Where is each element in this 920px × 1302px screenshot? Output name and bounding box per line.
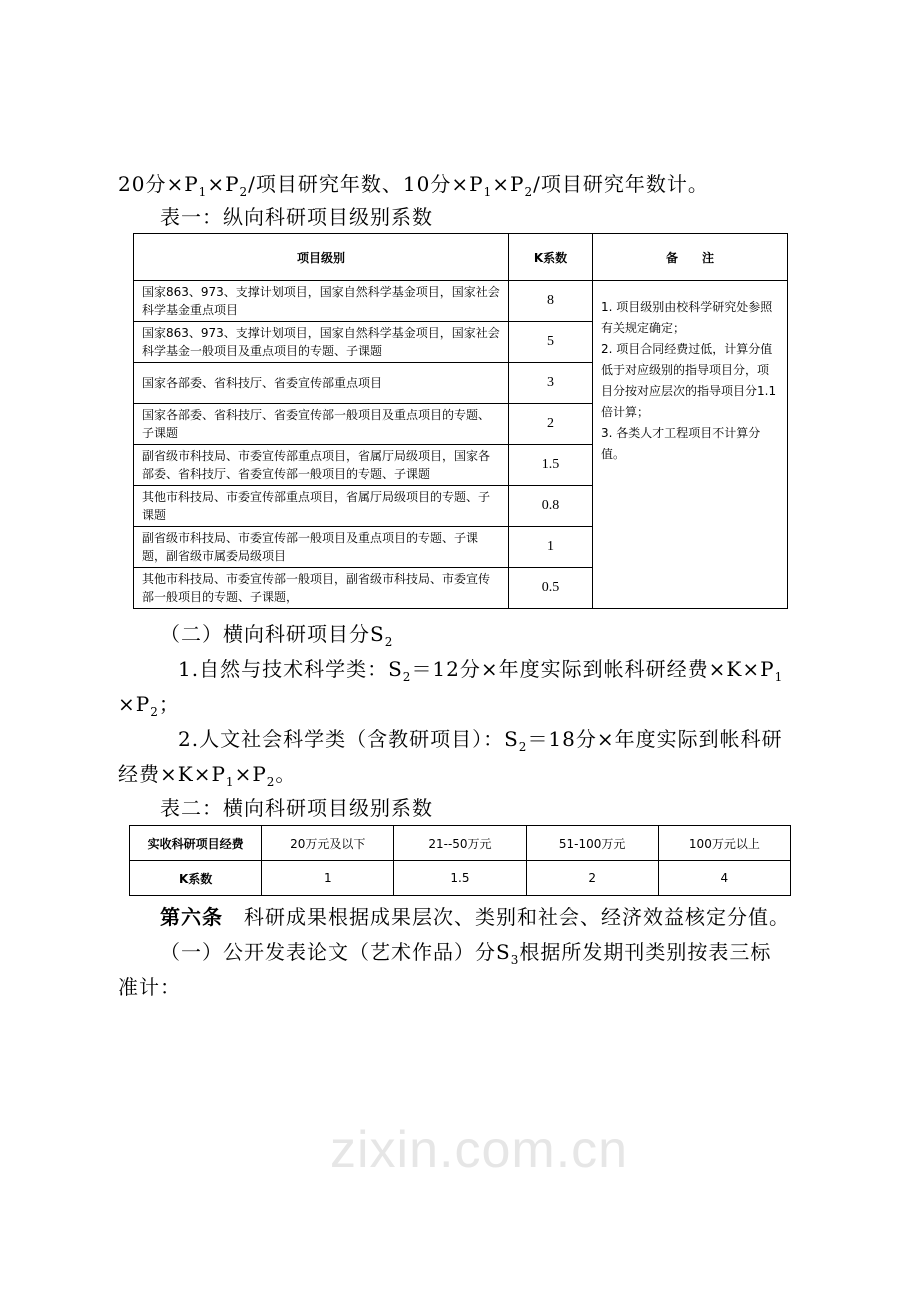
article6: 第六条 科研成果根据成果层次、类别和社会、经济效益核定分值。: [160, 905, 790, 929]
k-cell: 1: [509, 527, 593, 568]
table-vertical-project-coefficients: [133, 233, 788, 609]
k-cell: 1: [262, 861, 394, 896]
range-cell: 51-100万元: [526, 826, 658, 861]
k-cell: 3: [509, 363, 593, 404]
level-cell: 副省级市科技局、市委宣传部重点项目，省属厅局级项目，国家各部委、省科技厅、省委宣传部一般项目的专题、子课题: [134, 445, 509, 486]
section2-heading: （二）横向科研项目分$S_2$: [160, 622, 394, 649]
table1-caption: 表一：纵向科研项目级别系数: [160, 205, 433, 229]
item2-line1: 2.人文社会科学类（含教研项目）：$S_2=18$分×年度实际到帐科研: [178, 727, 783, 754]
range-cell: 100万元以上: [658, 826, 790, 861]
paragraph-papers-line1: （一）公开发表论文（艺术作品）分$S_3$根据所发期刊类别按表三标: [160, 940, 772, 967]
table2-caption: 表二：横向科研项目级别系数: [160, 796, 433, 820]
k-cell: 5: [509, 322, 593, 363]
level-cell: 其他市科技局、市委宣传部重点项目，省属厅局级项目的专题、子课题: [134, 486, 509, 527]
k-cell: 0.5: [509, 568, 593, 609]
article6-label: 第六条: [160, 905, 223, 929]
k-cell: 0.8: [509, 486, 593, 527]
item1-line1: 1.自然与技术科学类：$S_2=12$分×年度实际到帐科研经费$\times K\times P_1$: [178, 657, 784, 684]
range-cell: 21--50万元: [394, 826, 526, 861]
level-cell: 国家各部委、省科技厅、省委宣传部一般项目及重点项目的专题、子课题: [134, 404, 509, 445]
item2-line2: 经费$\times K\times P_1\times P_2$。: [118, 762, 297, 789]
k-cell: 4: [658, 861, 790, 896]
level-cell: 国家863、973、支撑计划项目，国家自然科学基金项目，国家社会科学基金重点项目: [134, 281, 509, 322]
paragraph-papers-line2: 准计：: [118, 975, 181, 999]
note-item: 2. 项目合同经费过低，计算分值低于对应级别的指导项目分，项目分按对应层次的指导项目分1.1倍计算；: [601, 342, 777, 419]
table-row: [130, 826, 791, 861]
row-label: 实收科研项目经费: [130, 826, 262, 861]
note-item: 1. 项目级别由校科学研究处参照有关规定确定；: [601, 300, 773, 335]
k-cell: 1.5: [509, 445, 593, 486]
k-cell: 8: [509, 281, 593, 322]
table-row: [134, 281, 788, 322]
table-horizontal-project-coefficients: [129, 825, 791, 896]
k-cell: 1.5: [394, 861, 526, 896]
item1-line2: $\times P_2$；: [118, 692, 180, 719]
header-level: 项目级别: [134, 234, 509, 281]
table-header-row: [134, 234, 788, 281]
level-cell: 国家各部委、省科技厅、省委宣传部重点项目: [134, 363, 509, 404]
header-k: K系数: [509, 234, 593, 281]
notes-cell: [593, 281, 788, 609]
level-cell: 副省级市科技局、市委宣传部一般项目及重点项目的专题、子课题，副省级市属委局级项目: [134, 527, 509, 568]
k-cell: 2: [526, 861, 658, 896]
header-notes: 备 注: [593, 234, 788, 281]
level-cell: 国家863、973、支撑计划项目，国家自然科学基金项目，国家社会科学基金一般项目及重点项目的专题、子课题: [134, 322, 509, 363]
level-cell: 其他市科技局、市委宣传部一般项目，副省级市科技局、市委宣传部一般项目的专题、子课题，: [134, 568, 509, 609]
paragraph-formula: 20分$\times P_1\times P_2/$项目研究年数、10分$\times P_1\times P_2/$项目研究年数计。: [118, 172, 709, 199]
k-cell: 2: [509, 404, 593, 445]
watermark: zixin.com.cn: [330, 1121, 629, 1179]
range-cell: 20万元及以下: [262, 826, 394, 861]
row-label: K系数: [130, 861, 262, 896]
note-item: 3. 各类人才工程项目不计算分值。: [601, 426, 761, 461]
table-row: [130, 861, 791, 896]
